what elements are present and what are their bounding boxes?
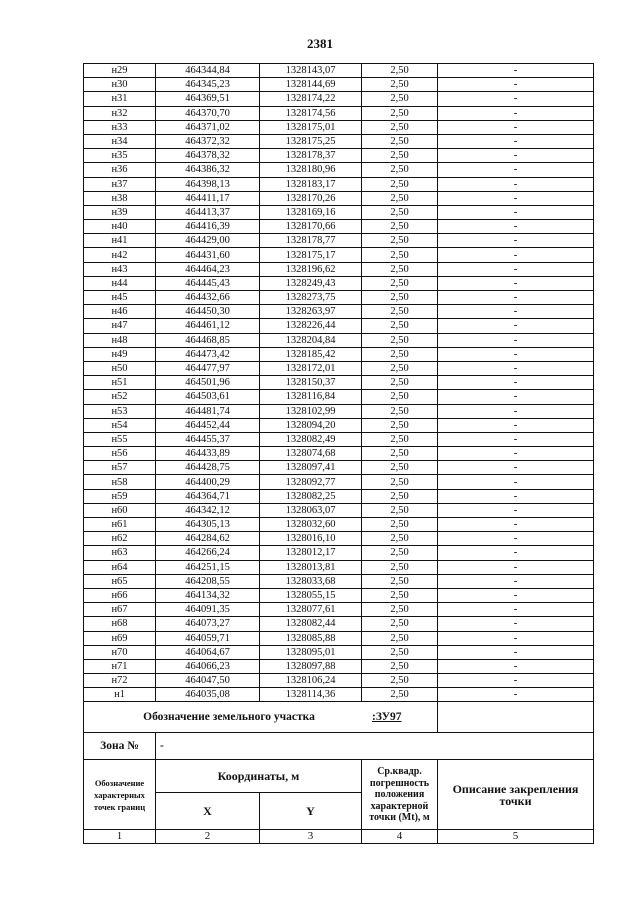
table-row xyxy=(84,361,594,375)
point-description-cell: - xyxy=(438,390,594,404)
point-id-cell: н48 xyxy=(84,333,156,347)
point-x-cell: 464429,00 xyxy=(156,234,260,248)
point-description-cell: - xyxy=(438,205,594,219)
header-point-designation: Обозначение характерных точек границ xyxy=(84,760,156,830)
point-id-cell: н59 xyxy=(84,489,156,503)
point-description-cell: - xyxy=(438,234,594,248)
point-description-cell: - xyxy=(438,447,594,461)
parcel-section xyxy=(84,702,594,844)
table-row xyxy=(84,432,594,446)
point-id-cell: н70 xyxy=(84,645,156,659)
point-error-cell: 2,50 xyxy=(362,404,438,418)
point-id-cell: н33 xyxy=(84,120,156,134)
point-id-cell: н32 xyxy=(84,106,156,120)
point-description-cell: - xyxy=(438,518,594,532)
table-row xyxy=(84,333,594,347)
table-row xyxy=(84,205,594,219)
table-row xyxy=(84,92,594,106)
point-x-cell: 464452,44 xyxy=(156,418,260,432)
point-error-cell: 2,50 xyxy=(362,177,438,191)
point-description-cell: - xyxy=(438,475,594,489)
point-description-cell: - xyxy=(438,163,594,177)
point-y-cell: 1328094,20 xyxy=(260,418,362,432)
table-row xyxy=(84,262,594,276)
point-id-cell: н72 xyxy=(84,674,156,688)
point-x-cell: 464461,12 xyxy=(156,319,260,333)
point-description-cell: - xyxy=(438,262,594,276)
point-y-cell: 1328169,16 xyxy=(260,205,362,219)
table-row xyxy=(84,631,594,645)
point-x-cell: 464398,13 xyxy=(156,177,260,191)
table-row xyxy=(84,120,594,134)
parcel-empty-cell xyxy=(438,702,594,733)
point-x-cell: 464064,67 xyxy=(156,645,260,659)
table-row xyxy=(84,390,594,404)
point-description-cell: - xyxy=(438,659,594,673)
table-row xyxy=(84,78,594,92)
point-x-cell: 464433,89 xyxy=(156,447,260,461)
point-description-cell: - xyxy=(438,149,594,163)
point-x-cell: 464386,32 xyxy=(156,163,260,177)
point-description-cell: - xyxy=(438,588,594,602)
point-y-cell: 1328185,42 xyxy=(260,347,362,361)
point-id-cell: н53 xyxy=(84,404,156,418)
point-x-cell: 464416,39 xyxy=(156,220,260,234)
point-y-cell: 1328082,49 xyxy=(260,432,362,446)
point-x-cell: 464305,13 xyxy=(156,518,260,532)
point-error-cell: 2,50 xyxy=(362,78,438,92)
point-x-cell: 464370,70 xyxy=(156,106,260,120)
header-mean-square-error: Ср.квадр. погрешность положения характерной точки (Mt), м xyxy=(362,760,438,830)
point-y-cell: 1328033,68 xyxy=(260,574,362,588)
point-id-cell: н30 xyxy=(84,78,156,92)
point-id-cell: н56 xyxy=(84,447,156,461)
point-error-cell: 2,50 xyxy=(362,617,438,631)
point-error-cell: 2,50 xyxy=(362,205,438,219)
point-error-cell: 2,50 xyxy=(362,503,438,517)
table-row xyxy=(84,149,594,163)
point-y-cell: 1328144,69 xyxy=(260,78,362,92)
point-x-cell: 464501,96 xyxy=(156,376,260,390)
point-description-cell: - xyxy=(438,418,594,432)
point-y-cell: 1328196,62 xyxy=(260,262,362,276)
table-row xyxy=(84,177,594,191)
point-id-cell: н63 xyxy=(84,546,156,560)
table-row xyxy=(84,674,594,688)
point-y-cell: 1328174,56 xyxy=(260,106,362,120)
point-description-cell: - xyxy=(438,106,594,120)
point-id-cell: н34 xyxy=(84,134,156,148)
point-error-cell: 2,50 xyxy=(362,645,438,659)
point-description-cell: - xyxy=(438,361,594,375)
point-x-cell: 464503,61 xyxy=(156,390,260,404)
table-row xyxy=(84,617,594,631)
table-row xyxy=(84,503,594,517)
point-error-cell: 2,50 xyxy=(362,588,438,602)
point-description-cell: - xyxy=(438,404,594,418)
point-description-cell: - xyxy=(438,560,594,574)
point-x-cell: 464468,85 xyxy=(156,333,260,347)
point-y-cell: 1328170,66 xyxy=(260,220,362,234)
point-y-cell: 1328095,01 xyxy=(260,645,362,659)
table-row xyxy=(84,475,594,489)
point-x-cell: 464473,42 xyxy=(156,347,260,361)
point-error-cell: 2,50 xyxy=(362,234,438,248)
table-row xyxy=(84,489,594,503)
point-id-cell: н54 xyxy=(84,418,156,432)
point-y-cell: 1328150,37 xyxy=(260,376,362,390)
point-id-cell: н38 xyxy=(84,191,156,205)
point-description-cell: - xyxy=(438,631,594,645)
point-y-cell: 1328012,17 xyxy=(260,546,362,560)
point-error-cell: 2,50 xyxy=(362,291,438,305)
table-row xyxy=(84,574,594,588)
point-y-cell: 1328175,01 xyxy=(260,120,362,134)
point-y-cell: 1328143,07 xyxy=(260,64,362,78)
point-error-cell: 2,50 xyxy=(362,376,438,390)
table-row xyxy=(84,603,594,617)
point-x-cell: 464208,55 xyxy=(156,574,260,588)
point-x-cell: 464066,23 xyxy=(156,659,260,673)
point-id-cell: н66 xyxy=(84,588,156,602)
point-description-cell: - xyxy=(438,333,594,347)
point-error-cell: 2,50 xyxy=(362,262,438,276)
point-description-cell: - xyxy=(438,134,594,148)
point-x-cell: 464284,62 xyxy=(156,532,260,546)
point-y-cell: 1328102,99 xyxy=(260,404,362,418)
point-description-cell: - xyxy=(438,120,594,134)
point-id-cell: н43 xyxy=(84,262,156,276)
point-x-cell: 464428,75 xyxy=(156,461,260,475)
point-description-cell: - xyxy=(438,546,594,560)
point-error-cell: 2,50 xyxy=(362,659,438,673)
table-row xyxy=(84,418,594,432)
point-error-cell: 2,50 xyxy=(362,546,438,560)
point-id-cell: н47 xyxy=(84,319,156,333)
point-description-cell: - xyxy=(438,674,594,688)
page-number: 2381 xyxy=(307,36,333,51)
point-x-cell: 464372,32 xyxy=(156,134,260,148)
header-point-fixing-description: Описание закрепления точки xyxy=(438,760,594,830)
table-row xyxy=(84,347,594,361)
table-row xyxy=(84,376,594,390)
point-x-cell: 464369,51 xyxy=(156,92,260,106)
table-row xyxy=(84,461,594,475)
parcel-cell xyxy=(84,702,438,733)
point-error-cell: 2,50 xyxy=(362,248,438,262)
point-error-cell: 2,50 xyxy=(362,418,438,432)
table-row xyxy=(84,659,594,673)
point-y-cell: 1328097,41 xyxy=(260,461,362,475)
table-row xyxy=(84,106,594,120)
point-y-cell: 1328178,37 xyxy=(260,149,362,163)
table-row xyxy=(84,234,594,248)
table-row xyxy=(84,319,594,333)
point-error-cell: 2,50 xyxy=(362,361,438,375)
point-x-cell: 464251,15 xyxy=(156,560,260,574)
point-error-cell: 2,50 xyxy=(362,475,438,489)
point-x-cell: 464481,74 xyxy=(156,404,260,418)
point-x-cell: 464371,02 xyxy=(156,120,260,134)
table-row xyxy=(84,560,594,574)
point-id-cell: н45 xyxy=(84,291,156,305)
point-y-cell: 1328172,01 xyxy=(260,361,362,375)
point-description-cell: - xyxy=(438,532,594,546)
point-description-cell: - xyxy=(438,92,594,106)
point-description-cell: - xyxy=(438,461,594,475)
point-description-cell: - xyxy=(438,617,594,631)
point-y-cell: 1328016,10 xyxy=(260,532,362,546)
point-description-cell: - xyxy=(438,688,594,702)
point-error-cell: 2,50 xyxy=(362,276,438,290)
point-description-cell: - xyxy=(438,489,594,503)
point-x-cell: 464342,12 xyxy=(156,503,260,517)
point-error-cell: 2,50 xyxy=(362,447,438,461)
point-x-cell: 464364,71 xyxy=(156,489,260,503)
point-description-cell: - xyxy=(438,276,594,290)
point-y-cell: 1328082,25 xyxy=(260,489,362,503)
table-row xyxy=(84,546,594,560)
point-error-cell: 2,50 xyxy=(362,305,438,319)
zone-value: - xyxy=(156,733,594,760)
zone-label: Зона № xyxy=(84,733,156,760)
point-description-cell: - xyxy=(438,347,594,361)
point-error-cell: 2,50 xyxy=(362,432,438,446)
parcel-label: Обозначение земельного участка xyxy=(143,710,315,723)
point-x-cell: 464134,32 xyxy=(156,588,260,602)
point-y-cell: 1328175,17 xyxy=(260,248,362,262)
zone-row xyxy=(84,733,594,760)
point-y-cell: 1328077,61 xyxy=(260,603,362,617)
point-id-cell: н39 xyxy=(84,205,156,219)
point-y-cell: 1328249,43 xyxy=(260,276,362,290)
table-row xyxy=(84,134,594,148)
point-error-cell: 2,50 xyxy=(362,134,438,148)
point-id-cell: н55 xyxy=(84,432,156,446)
point-x-cell: 464413,37 xyxy=(156,205,260,219)
point-id-cell: н60 xyxy=(84,503,156,517)
point-y-cell: 1328263,97 xyxy=(260,305,362,319)
point-description-cell: - xyxy=(438,248,594,262)
column-number-3: 3 xyxy=(260,830,362,844)
point-id-cell: н49 xyxy=(84,347,156,361)
point-id-cell: н51 xyxy=(84,376,156,390)
point-id-cell: н46 xyxy=(84,305,156,319)
table-row xyxy=(84,276,594,290)
point-x-cell: 464091,35 xyxy=(156,603,260,617)
point-y-cell: 1328055,15 xyxy=(260,588,362,602)
point-y-cell: 1328063,07 xyxy=(260,503,362,517)
parcel-value: :ЗУ97 xyxy=(372,710,402,723)
point-id-cell: н52 xyxy=(84,390,156,404)
point-y-cell: 1328178,77 xyxy=(260,234,362,248)
point-error-cell: 2,50 xyxy=(362,347,438,361)
point-id-cell: н68 xyxy=(84,617,156,631)
point-error-cell: 2,50 xyxy=(362,149,438,163)
table-row xyxy=(84,688,594,702)
column-number-5: 5 xyxy=(438,830,594,844)
point-x-cell: 464073,27 xyxy=(156,617,260,631)
point-id-cell: н67 xyxy=(84,603,156,617)
point-x-cell: 464059,71 xyxy=(156,631,260,645)
point-error-cell: 2,50 xyxy=(362,106,438,120)
point-id-cell: н41 xyxy=(84,234,156,248)
point-error-cell: 2,50 xyxy=(362,560,438,574)
point-id-cell: н31 xyxy=(84,92,156,106)
point-x-cell: 464432,66 xyxy=(156,291,260,305)
point-description-cell: - xyxy=(438,78,594,92)
point-y-cell: 1328174,22 xyxy=(260,92,362,106)
point-error-cell: 2,50 xyxy=(362,333,438,347)
table-row xyxy=(84,518,594,532)
column-number-1: 1 xyxy=(84,830,156,844)
point-y-cell: 1328170,26 xyxy=(260,191,362,205)
point-id-cell: н44 xyxy=(84,276,156,290)
point-error-cell: 2,50 xyxy=(362,64,438,78)
table-row xyxy=(84,588,594,602)
point-error-cell: 2,50 xyxy=(362,163,438,177)
point-id-cell: н64 xyxy=(84,560,156,574)
point-y-cell: 1328273,75 xyxy=(260,291,362,305)
point-description-cell: - xyxy=(438,291,594,305)
point-description-cell: - xyxy=(438,432,594,446)
point-id-cell: н65 xyxy=(84,574,156,588)
point-description-cell: - xyxy=(438,503,594,517)
parcel-row xyxy=(84,702,594,733)
point-id-cell: н29 xyxy=(84,64,156,78)
column-number-4: 4 xyxy=(362,830,438,844)
point-id-cell: н1 xyxy=(84,688,156,702)
point-y-cell: 1328097,88 xyxy=(260,659,362,673)
point-error-cell: 2,50 xyxy=(362,191,438,205)
point-id-cell: н42 xyxy=(84,248,156,262)
point-x-cell: 464431,60 xyxy=(156,248,260,262)
point-y-cell: 1328013,81 xyxy=(260,560,362,574)
table-row xyxy=(84,64,594,78)
point-id-cell: н57 xyxy=(84,461,156,475)
point-y-cell: 1328226,44 xyxy=(260,319,362,333)
point-id-cell: н58 xyxy=(84,475,156,489)
point-x-cell: 464445,43 xyxy=(156,276,260,290)
point-error-cell: 2,50 xyxy=(362,489,438,503)
point-error-cell: 2,50 xyxy=(362,120,438,134)
point-id-cell: н36 xyxy=(84,163,156,177)
point-description-cell: - xyxy=(438,177,594,191)
point-y-cell: 1328106,24 xyxy=(260,674,362,688)
point-error-cell: 2,50 xyxy=(362,390,438,404)
point-y-cell: 1328204,84 xyxy=(260,333,362,347)
point-description-cell: - xyxy=(438,376,594,390)
point-error-cell: 2,50 xyxy=(362,574,438,588)
point-x-cell: 464047,50 xyxy=(156,674,260,688)
table-row xyxy=(84,291,594,305)
point-y-cell: 1328114,36 xyxy=(260,688,362,702)
point-error-cell: 2,50 xyxy=(362,518,438,532)
point-id-cell: н71 xyxy=(84,659,156,673)
header-coordinates: Координаты, м xyxy=(156,760,362,793)
point-id-cell: н50 xyxy=(84,361,156,375)
point-y-cell: 1328116,84 xyxy=(260,390,362,404)
coordinates-table xyxy=(83,63,594,844)
point-description-cell: - xyxy=(438,603,594,617)
table-row xyxy=(84,305,594,319)
point-x-cell: 464378,32 xyxy=(156,149,260,163)
point-y-cell: 1328082,44 xyxy=(260,617,362,631)
table-row xyxy=(84,191,594,205)
point-y-cell: 1328074,68 xyxy=(260,447,362,461)
point-description-cell: - xyxy=(438,191,594,205)
point-error-cell: 2,50 xyxy=(362,688,438,702)
point-y-cell: 1328032,60 xyxy=(260,518,362,532)
point-x-cell: 464035,08 xyxy=(156,688,260,702)
header-y: Y xyxy=(260,793,362,830)
point-error-cell: 2,50 xyxy=(362,92,438,106)
point-id-cell: н61 xyxy=(84,518,156,532)
point-x-cell: 464450,30 xyxy=(156,305,260,319)
point-error-cell: 2,50 xyxy=(362,319,438,333)
table-row xyxy=(84,532,594,546)
point-id-cell: н37 xyxy=(84,177,156,191)
point-y-cell: 1328085,88 xyxy=(260,631,362,645)
table-row xyxy=(84,645,594,659)
point-y-cell: 1328092,77 xyxy=(260,475,362,489)
point-description-cell: - xyxy=(438,220,594,234)
table-row xyxy=(84,163,594,177)
point-error-cell: 2,50 xyxy=(362,461,438,475)
point-error-cell: 2,50 xyxy=(362,603,438,617)
table-row xyxy=(84,220,594,234)
point-error-cell: 2,50 xyxy=(362,631,438,645)
point-error-cell: 2,50 xyxy=(362,220,438,234)
point-x-cell: 464464,23 xyxy=(156,262,260,276)
point-description-cell: - xyxy=(438,319,594,333)
table-row xyxy=(84,248,594,262)
point-x-cell: 464411,17 xyxy=(156,191,260,205)
point-id-cell: н35 xyxy=(84,149,156,163)
point-x-cell: 464455,37 xyxy=(156,432,260,446)
point-error-cell: 2,50 xyxy=(362,674,438,688)
point-x-cell: 464266,24 xyxy=(156,546,260,560)
point-error-cell: 2,50 xyxy=(362,532,438,546)
point-description-cell: - xyxy=(438,645,594,659)
column-number-row xyxy=(84,830,594,844)
point-y-cell: 1328183,17 xyxy=(260,177,362,191)
point-description-cell: - xyxy=(438,64,594,78)
column-number-2: 2 xyxy=(156,830,260,844)
point-x-cell: 464477,97 xyxy=(156,361,260,375)
point-x-cell: 464345,23 xyxy=(156,78,260,92)
point-id-cell: н40 xyxy=(84,220,156,234)
header-x: X xyxy=(156,793,260,830)
point-description-cell: - xyxy=(438,574,594,588)
point-description-cell: - xyxy=(438,305,594,319)
point-y-cell: 1328175,25 xyxy=(260,134,362,148)
table-row xyxy=(84,447,594,461)
point-id-cell: н62 xyxy=(84,532,156,546)
points-body xyxy=(84,64,594,702)
table-row xyxy=(84,404,594,418)
point-y-cell: 1328180,96 xyxy=(260,163,362,177)
point-x-cell: 464400,29 xyxy=(156,475,260,489)
header-row-1 xyxy=(84,760,594,793)
point-id-cell: н69 xyxy=(84,631,156,645)
point-x-cell: 464344,84 xyxy=(156,64,260,78)
